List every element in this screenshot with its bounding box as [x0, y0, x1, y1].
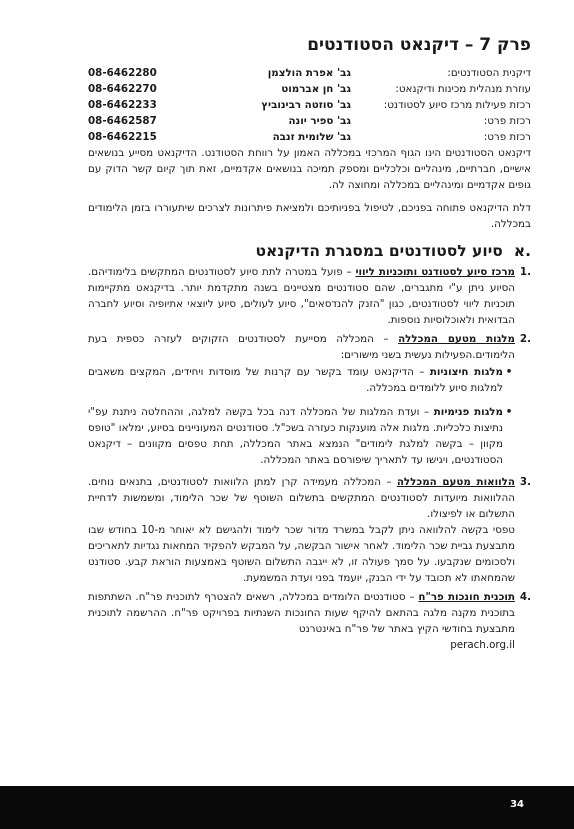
staff-row: [88, 81, 531, 97]
bullet-icon: •: [505, 406, 513, 418]
staff-name: גב' אפרת הולצמן: [267, 67, 351, 79]
staff-name: גב' חן אברמוט: [281, 83, 351, 95]
sub-item-body: [88, 364, 503, 396]
item-extra-text: טפסי בקשה להלוואה ניתן לקבל במשרד מדור שכר לימוד ולהגישם לא יאוחר מ-10 בחודש שבו מתבצעת גביית שכר הלימוד. לאחר אישור הבקשה, על המבקש להפקיד המחאות נגדיות לתאריכים ולסכומים שנקבעו. על סמך פעולה זו, לא ייגבה התשלום השוטף באמצעות הוראת קבע. סטודנט שהמחאתו לא תכובד על ידי הבנק, יועמד בפני ועדת המשמעת.: [88, 524, 515, 584]
sub-item-term: מלגות פנימיות: [433, 406, 503, 418]
staff-name: גב' שלומית זנבה: [272, 131, 351, 143]
staff-phone: 08-6462233: [88, 99, 157, 111]
page-footer: [0, 786, 574, 829]
item-text: – פועל במטרה לתת סיוע לסטודנטים המתקשים בלימודיהם. הסיוע ניתן ע"י מתגברים, שהם סטודנטים מצטיינים בשנה מתקדמת יותר. בדיקנאט מתקיימות תוכניות ליווי לסטודנטים, כגון "הזנק להנדסאים", סיוע לעולים, סיוע ליוצאי אתיופיה וסיוע לחברה הבדואית ולאוכלוסיות נוספות.: [88, 266, 515, 326]
staff-row: [88, 65, 531, 81]
staff-row: [88, 113, 531, 129]
sub-item-term: מלגות חיצוניות: [429, 366, 503, 378]
staff-role: רכזת פרט:: [483, 115, 531, 127]
item-body: [88, 264, 515, 328]
item-body: [88, 331, 515, 468]
item-text: – המכללה מסייעת לסטודנטים הזקוקים לעזרה כספית בעת הלימודים.הפעילות נעשית בשני מישורים:: [88, 333, 515, 361]
url-line: [88, 637, 515, 653]
intro-paragraph: דיקנאט הסטודנטים הינו הגוף המרכזי במכללה האמון על רווחת הסטודנט. הדיקנאט מסייע בנושאים אישיים, חברתיים, מינהליים וכלכליים ומספק תמיכה בנושאים אקדמיים, זאת תוך קיום קשר הדוק עם גופים אקדמיים ומינהליים במכללה ומחוצה לה.: [88, 147, 531, 191]
sub-item: [88, 404, 515, 468]
staff-role: דיקנית הסטודנטים:: [447, 67, 531, 79]
staff-name: גב' סוזטה רבינוביץ: [261, 99, 351, 111]
item-number: 3.: [519, 476, 531, 488]
item-term: מלגות מטעם המכללה: [398, 333, 515, 345]
sub-item-text: – ועדת המלגות של המכללה דנה בכל בקשה למלגה, וההחלטה ניתנת עפ"י נתיצות כלכליות. מלגות אלה מוענקות כעזרה בשכ"ל. סטודנטים המעוניינים בסיוע, ימלאו "טופס מקוון – בקשה למלגת לימודים" הנמצא באתר המכללה, תחת טפסים מקוונים – דיקנאט הסטודנטים, ויגישו עד לתאריך שיפורסם באתר המכללה.: [88, 406, 503, 466]
item-text: – סטודנטים הלומדים במכללה, רשאים להצטרף לתוכנית פר"ח. השתתפות בתוכנית מקנה מלגה בהתאם להיקף שעות החונכות השנתיות בפרויקט פר"ח. ההרשמה לתוכנית מתבצעת בחודשי הקיץ באתר של פר"ח באינטרנט: [88, 591, 515, 635]
item-text: – המכללה מעמידה קרן למתן הלוואות לסטודנטים, בתנאים נוחים. ההלוואות מיועדות לסטודנטים המתקשים בתשלום השוטף של שכר הלימוד, ומשמשות לדחיית התשלום או לפיצולו.: [88, 476, 515, 520]
sub-item-text: – הדיקנאט עומד בקשר עם קרנות של מוסדות ויחידים, המקצים משאבים למלגות סיוע ללומדים במכללה.: [88, 366, 503, 394]
item-number: 4.: [519, 591, 531, 603]
list-item: [88, 264, 531, 328]
item-term: הלוואות מטעם המכללה: [396, 476, 515, 488]
list-item: [88, 589, 531, 653]
intro-paragraph: דלת הדיקנאט פתוחה בפניכם, לטיפול בפניותיכם ולמציאת פיתרונות לצרכים שיתעוררו בזמן הלימודים במכללה.: [88, 202, 531, 230]
staff-row: [88, 129, 531, 145]
item-number: 1.: [519, 266, 531, 278]
page-content: [88, 34, 531, 656]
staff-role: רכזת פרט:: [483, 131, 531, 143]
item-term: תוכנית חונכות פר"ח: [418, 591, 515, 603]
list-item: [88, 474, 531, 586]
item-body: [88, 589, 515, 653]
staff-table: [88, 65, 531, 145]
section-title: סיוע לסטודנטים במסגרת הדיקנאט: [255, 242, 503, 260]
staff-role: רכזת פעילות מרכז סיוע לסטודנט:: [383, 99, 531, 111]
staff-phone: 08-6462215: [88, 131, 157, 143]
item-number: 2.: [519, 333, 531, 345]
staff-row: [88, 97, 531, 113]
chapter-title: פרק 7 – דיקנאט הסטודנטים: [307, 35, 531, 55]
item-term: מרכז סיוע לסטודנט ותוכניות ליווי: [355, 266, 515, 278]
website-link[interactable]: perach.org.il: [450, 639, 515, 651]
sub-item: [88, 364, 515, 396]
staff-phone: 08-6462280: [88, 67, 157, 79]
list-item: [88, 331, 531, 468]
staff-phone: 08-6462587: [88, 115, 157, 127]
staff-phone: 08-6462270: [88, 83, 157, 95]
sub-item-body: [88, 404, 503, 468]
bullet-icon: •: [505, 366, 513, 378]
item-body: [88, 474, 515, 586]
page-number: 34: [510, 799, 524, 810]
section-letter: א.: [513, 242, 531, 260]
section-heading: [88, 242, 531, 260]
staff-name: גב' ספיר יונה: [288, 115, 351, 127]
staff-role: עוזרת מנהלית מכינות ודיקנאט:: [395, 83, 531, 95]
